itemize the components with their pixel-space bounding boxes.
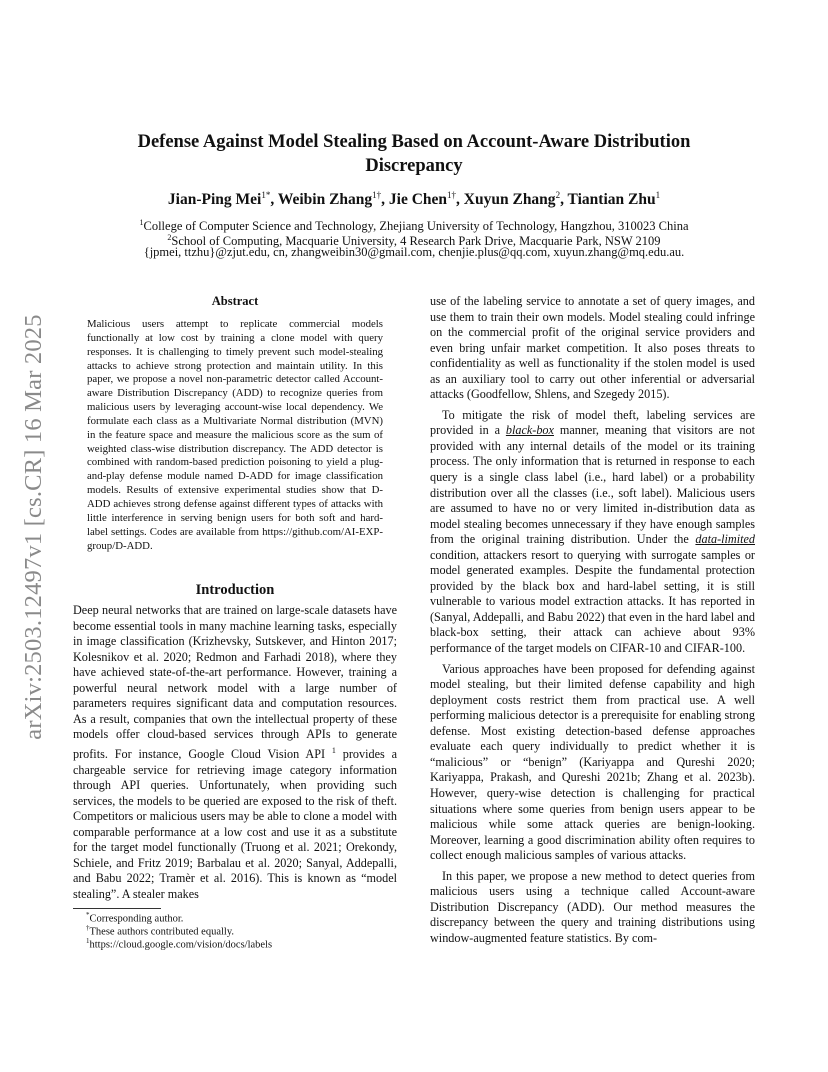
author-name: Xuyun Zhang	[463, 191, 556, 209]
emphasis-black-box: black-box	[505, 423, 554, 438]
abstract-heading: Abstract	[211, 294, 259, 308]
footnote	[86, 937, 272, 951]
footnote-ref: 1	[331, 745, 336, 755]
author-name: Weibin Zhang	[277, 191, 373, 209]
footnote-mark: *	[86, 911, 90, 919]
author-mark: 2	[555, 190, 561, 200]
affiliation-text: School of Computing, Macquarie University, 4 Research Park Drive, Macquarie Park, NSW 2109	[171, 234, 661, 249]
arxiv-sidebar-stamp	[16, 284, 52, 770]
author-mark: 1*	[261, 190, 271, 200]
intro-text: Deep neural networks that are trained on large-scale datasets have become essential tools in many machine learning tasks, especially in image classification (Krizhevsky, Sutskever, and Hinton 2017; Kolesnikov et al. 2020; Redmon and Farhadi 2018), where they have achieved state-of-the-art performance. However, training a powerful neural network model with a large number of parameters requires significant data and computation resources. As a result, companies that own the intellectual property of these models offer cloud-based services through APIs to generate profits. For instance, Google Cloud Vision API	[73, 603, 397, 761]
footnote-mark: 1	[86, 937, 90, 945]
paragraph: Various approaches have been proposed for defending against model stealing, but their limited defense capability and high deployment costs restrict them from practical use. A well performing malicious detector is a prerequisite for enabling strong defense. Most existing detection-based defense approaches evaluate each query individually to predict whether it is “malicious” or “benign” (Kariyappa and Qureshi 2020; Kariyappa, Prakash, and Qureshi 2021b; Zhang et al. 2023b). However, query-wise detection is challenging for practical situations where some queries from benign users appear to be malicious while some attack queries are benign-looking. Moreover, learning a good discrimination ability often requires to collect enough malicious samples of various attacks.	[430, 661, 755, 863]
footnote-divider	[73, 908, 161, 909]
author-emails: {jpmei, ttzhu}@zjut.edu, cn, zhangweibin30@gmail.com, chenjie.plus@qq.com, xuyun.zhang@mq.edu.au.	[143, 245, 685, 259]
paragraph-text: manner, meaning that visitors are not provided with any internal details of the model or its training process. The only information that is returned in response to each query is a single class label (i.e., hard label) or a probability distribution over all the classes (i.e., soft label). Malicious users are assumed to have no or very limited in-distribution data as model stealing becomes unnecessary if they have enough samples from the original training distribution. Under the	[430, 423, 755, 547]
author-name: Jie Chen	[388, 191, 448, 209]
footnote-mark: †	[86, 924, 90, 932]
footnote-text: Corresponding author.	[89, 913, 184, 925]
footnote	[86, 911, 183, 925]
footnote	[86, 924, 234, 938]
right-column	[430, 294, 755, 946]
affiliation-mark: 2	[167, 233, 172, 242]
author-list: Jian-Ping Mei$^{1*}$, Weibin Zhang$^{1\dagger}$, Jie Chen$^{1\dagger}$, Xuyun Zhang$^2$, Tiantian Zhu$^1$	[167, 190, 661, 209]
author-mark: 1†	[447, 190, 457, 200]
introduction-heading: Introduction	[195, 582, 275, 598]
author-mark: 1†	[372, 190, 382, 200]
emphasis-data-limited: data-limited	[695, 532, 755, 547]
paragraph	[430, 408, 755, 657]
author-name: Tiantian Zhu	[567, 191, 656, 209]
paper-title: Defense Against Model Stealing Based on Account-Aware Distribution Discrepancy	[137, 132, 691, 176]
author-name: Jian-Ping Mei	[167, 191, 262, 209]
paragraph: In this paper, we propose a new method to detect queries from malicious users using a technique called Account-aware Distribution Discrepancy (ADD). Our method measures the discrepancy between the query and training distributions using window-augmented feature statistics. By com-	[430, 868, 755, 945]
intro-text-continued: provides a chargeable service for retrieving image category information through API queries. Unfortunately, when providing such services, the models to be queried are exposed to the risk of theft. Competitors or malicious users may be able to clone a model with comparable performance at a low cost and use it as a substitute for the target model functionally (Truong et al. 2021; Orekondy, Schiele, and Fritz 2019; Barbalau et al. 2020; Sanyal, Addepalli, and Babu 2022; Tramèr et al. 2016). This is known as “model stealing”. A stealer makes	[73, 746, 398, 901]
paragraph: use of the labeling service to annotate a set of query images, and use them to train their own models. Model stealing could infringe on the commercial profit of the original service providers and even bring unfair market competition. It also poses threats to confidentiality as well as functionality if the stolen model is used as an auxiliary tool to carry out other inferential or adversarial attacks (Goodfellow, Shlens, and Szegedy 2015).	[430, 294, 755, 402]
paragraph-text: condition, attackers resort to querying with surrogate samples or model generated examples. Despite the fundamental protection provided by the black box and hard-label setting, it is still vulnerable to various model extraction attacks. It has reported in (Sanyal, Addepalli, and Babu 2022) that even in the hard label and black-box setting, their attack can achieve about 93% performance of the target models on CIFAR-10 and CIFAR-100.	[430, 547, 755, 656]
introduction-body	[73, 603, 397, 902]
affiliation-mark: 1	[139, 218, 144, 227]
paragraph-text: To mitigate the risk of model theft, labeling services are provided in a	[430, 407, 755, 438]
affiliation-text: College of Computer Science and Technology, Zhejiang University of Technology, Hangzhou, 310023 China	[143, 219, 689, 234]
footnote-text: These authors contributed equally.	[89, 926, 235, 938]
abstract-body: Malicious users attempt to replicate commercial models functionally at low cost by training a clone model with query responses. It is challenging to timely prevent such model-stealing attacks to achieve strong protection and maintain utility. In this paper, we propose a novel non-parametric detector called Account-aware Distribution Discrepancy (ADD) to recognize queries from malicious users by leveraging account-wise local dependency. We formulate each class as a Multivariate Normal distribution (MVN) in the feature space and measure the malicious score as the sum of weighted class-wise distribution discrepancy. The ADD detector is combined with random-based prediction poisoning to yield a plug-and-play defense module named D-ADD for image classification models. Results of extensive experimental studies show that D-ADD achieves strong defense against different types of attacks with little interference in serving benign users for both soft and hard-label settings. Codes are available from https://github.com/AI-EXP-group/D-ADD.	[87, 318, 383, 552]
arxiv-id: arXiv:2503.12497v1 [cs.CR] 16 Mar 2025	[20, 314, 47, 740]
author-mark: 1	[655, 190, 661, 200]
footnote-text: https://cloud.google.com/vision/docs/labels	[89, 939, 273, 951]
